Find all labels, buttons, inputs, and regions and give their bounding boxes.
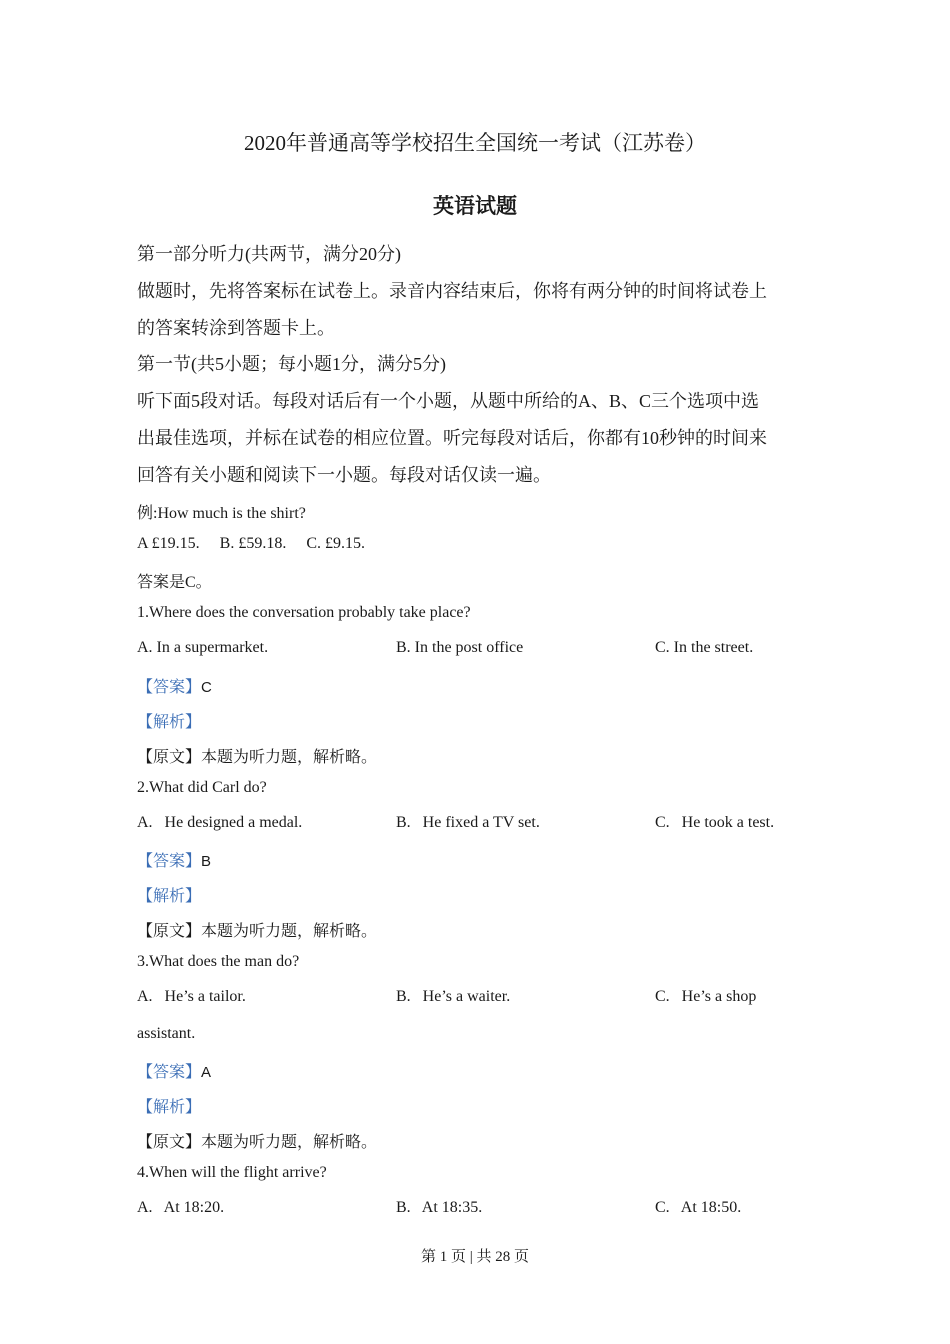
q3-option-b: B. He’s a waiter. <box>396 988 511 1005</box>
q3-analysis <box>137 1094 201 1117</box>
q1-option-c: C. In the street. <box>655 639 754 656</box>
q1-analysis <box>137 709 201 732</box>
answer-value: C <box>201 679 212 696</box>
section-line-2: 出最佳选项，并标在试卷的相应位置。听完每段对话后，你都有10秒钟的时间来 <box>137 428 767 448</box>
q1-answer <box>137 674 212 697</box>
section-line-1: 听下面5段对话。每段对话后有一个小题，从题中所给的A、B、C三个选项中选 <box>137 391 760 411</box>
document-subtitle: 英语试题 <box>433 194 517 218</box>
section-heading: 第一节(共5小题；每小题1分，满分5分) <box>137 354 446 374</box>
example-answer: 答案是C。 <box>137 574 212 591</box>
q2-option-a: A. He designed a medal. <box>137 814 303 831</box>
original-text: 本题为听力题，解析略。 <box>201 923 378 940</box>
original-label: 【原文】 <box>137 923 202 940</box>
answer-label: 【答案】 <box>137 679 202 696</box>
instruction-line-2: 的答案转涂到答题卡上。 <box>137 318 335 338</box>
section-line-3: 回答有关小题和阅读下一小题。每段对话仅读一遍。 <box>137 465 551 485</box>
part-heading: 第一部分听力(共两节，满分20分) <box>137 244 401 264</box>
answer-value: B <box>201 853 212 870</box>
example-options: A £19.15. B. £59.18. C. £9.15. <box>137 535 366 552</box>
analysis-label: 【解析】 <box>137 888 202 905</box>
answer-label: 【答案】 <box>137 853 202 870</box>
q4-option-c: C. At 18:50. <box>655 1199 742 1216</box>
question-1: 1.Where does the conversation probably take place? <box>137 604 471 621</box>
q1-option-a: A. In a supermarket. <box>137 639 269 656</box>
document-title: 2020年普通高等学校招生全国统一考试（江苏卷） <box>244 131 706 155</box>
q3-option-a: A. He’s a tailor. <box>137 988 246 1005</box>
q3-original <box>137 1129 377 1152</box>
q3-answer <box>137 1059 211 1082</box>
q2-option-b: B. He fixed a TV set. <box>396 814 540 831</box>
q3-option-c: C. He’s a shop <box>655 988 757 1005</box>
page-footer: 第 1 页 | 共 28 页 <box>420 1249 529 1265</box>
q1-original <box>137 744 377 767</box>
analysis-label: 【解析】 <box>137 714 202 731</box>
q1-option-b: B. In the post office <box>396 639 524 656</box>
q2-original <box>137 918 377 941</box>
q2-analysis <box>137 883 201 906</box>
q3-option-c-continued: assistant. <box>137 1025 196 1042</box>
original-text: 本题为听力题，解析略。 <box>201 1134 378 1151</box>
q4-option-b: B. At 18:35. <box>396 1199 483 1216</box>
original-text: 本题为听力题，解析略。 <box>201 749 378 766</box>
original-label: 【原文】 <box>137 749 202 766</box>
question-3: 3.What does the man do? <box>137 953 300 970</box>
question-2: 2.What did Carl do? <box>137 779 267 796</box>
question-4: 4.When will the flight arrive? <box>137 1164 327 1181</box>
q2-answer <box>137 848 211 871</box>
answer-value: A <box>201 1064 212 1081</box>
analysis-label: 【解析】 <box>137 1099 202 1116</box>
answer-label: 【答案】 <box>137 1064 202 1081</box>
q2-option-c: C. He took a test. <box>655 814 775 831</box>
instruction-line-1: 做题时，先将答案标在试卷上。录音内容结束后，你将有两分钟的时间将试卷上 <box>137 281 767 301</box>
original-label: 【原文】 <box>137 1134 202 1151</box>
example-question: 例:How much is the shirt? <box>137 505 306 522</box>
q4-option-a: A. At 18:20. <box>137 1199 225 1216</box>
